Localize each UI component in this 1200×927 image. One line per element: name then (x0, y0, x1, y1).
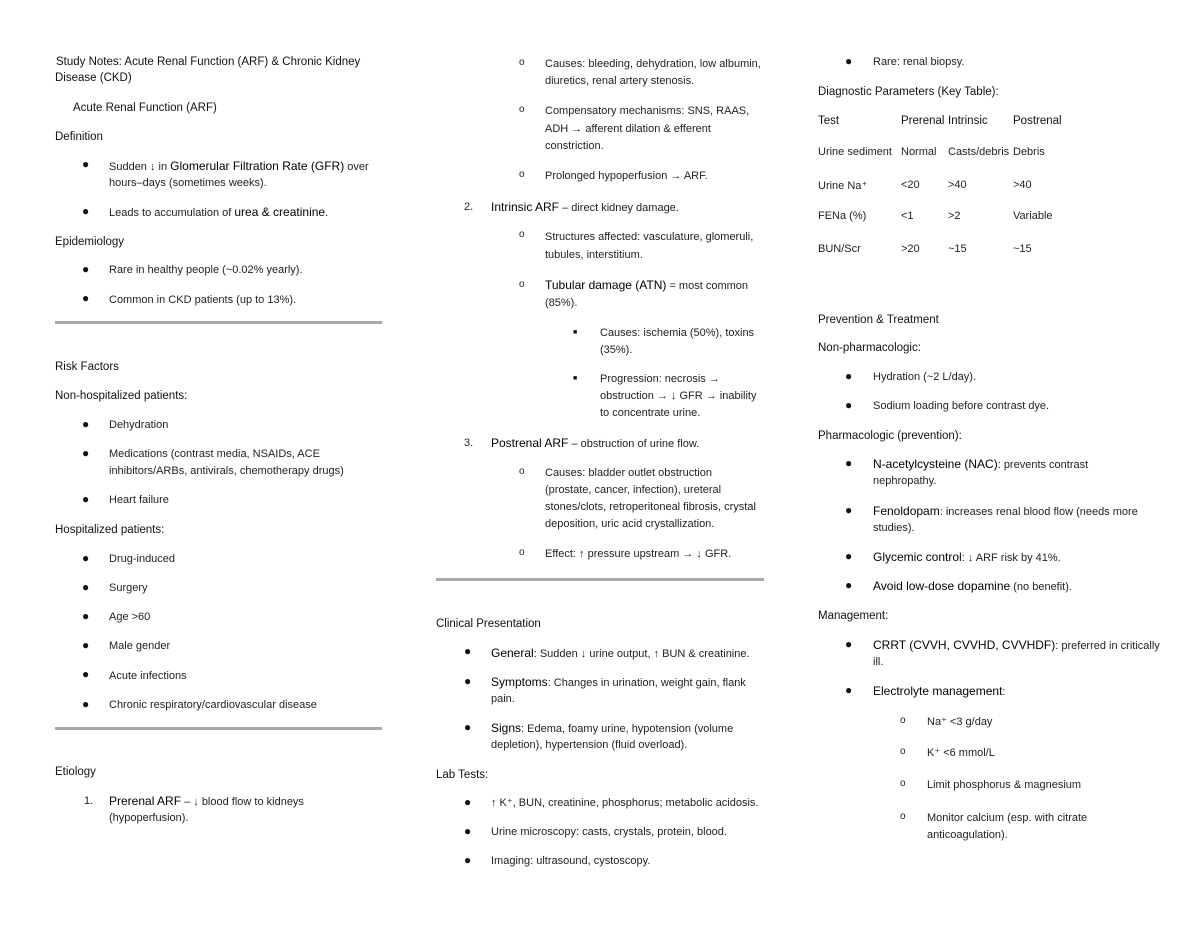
definition-item-1: Sudden ↓ in Glomerular Filtration Rate (GFR) over (109, 159, 369, 173)
postrenal-causes: Causes: bladder outlet obstruction (545, 467, 712, 479)
section-subtitle: Acute Renal Function (ARF) (73, 102, 217, 114)
definition-heading: Definition (55, 131, 103, 143)
bullet-icon: ● (82, 638, 90, 652)
circle-bullet-icon: o (900, 715, 906, 726)
atn-progression: Progression: necrosis → (600, 373, 720, 385)
bullet-icon: ● (82, 204, 90, 218)
electrolyte-item: Limit phosphorus & magnesium (927, 779, 1082, 791)
clinical-signs: Signs: Edema, foamy urine, hypotension (volume (491, 721, 734, 735)
postrenal-causes-cont: deposition, uric acid crystallization. (545, 518, 715, 530)
postrenal-effect: Effect: ↑ pressure upstream → ↓ GFR. (545, 548, 732, 560)
section-divider (55, 727, 382, 730)
table-cell: ~15 (948, 243, 967, 255)
structures-affected-cont: tubules, interstitium. (545, 249, 643, 261)
table-header-cell: Intrinsic (948, 115, 988, 127)
bullet-icon: ● (464, 795, 472, 809)
hospitalized-item: Male gender (109, 640, 171, 652)
hospitalized-item: Acute infections (109, 670, 187, 682)
table-cell: Casts/debris (948, 146, 1010, 158)
lab-test-item: ↑ K⁺, BUN, creatinine, phosphorus; metabolic acidosis. (491, 797, 759, 809)
section-divider (436, 578, 764, 581)
circle-bullet-icon: o (519, 279, 525, 290)
table-cell: ~15 (1013, 243, 1032, 255)
compensatory-mechanisms-cont: ADH → afferent dilation & efferent (545, 123, 711, 135)
square-bullet-icon: ■ (573, 329, 578, 336)
table-cell: Variable (1013, 210, 1053, 222)
hospitalized-item: Age >60 (109, 611, 151, 623)
section-divider (55, 321, 382, 324)
table-cell: >40 (948, 179, 967, 191)
table-cell: Debris (1013, 146, 1045, 158)
circle-bullet-icon: o (519, 104, 525, 115)
postrenal-causes-cont: (prostate, cancer, infection), ureteral (545, 484, 722, 496)
prerenal-causes: Causes: bleeding, dehydration, low albumin, (545, 58, 761, 70)
definition-item-1-cont: hours–days (sometimes weeks). (109, 177, 267, 189)
bullet-icon: ● (82, 580, 90, 594)
etiology-item-prerenal: Prerenal ARF – ↓ blood flow to kidneys (109, 794, 304, 808)
pharm-item-fenoldopam-cont: studies). (873, 522, 915, 534)
table-header-cell: Postrenal (1013, 115, 1062, 127)
table-cell: FENa (%) (818, 210, 867, 222)
table-cell: Urine sediment (818, 146, 892, 158)
epidemiology-heading: Epidemiology (55, 236, 125, 248)
bullet-icon: ● (82, 551, 90, 565)
bullet-icon: ● (845, 549, 853, 563)
bullet-icon: ● (845, 578, 853, 592)
non-hospitalized-item-cont: inhibitors/ARBs, antivirals, chemotherapy drugs) (109, 465, 344, 477)
diagnostic-table-heading: Diagnostic Parameters (Key Table): (818, 86, 999, 98)
bullet-icon: ● (82, 697, 90, 711)
clinical-general: General: Sudden ↓ urine output, ↑ BUN & creatinine. (491, 646, 750, 660)
bullet-icon: ● (464, 853, 472, 867)
structures-affected: Structures affected: vasculature, glomeruli, (545, 231, 754, 243)
etiology-item-intrinsic: Intrinsic ARF – direct kidney damage. (491, 200, 679, 214)
bullet-icon: ● (464, 824, 472, 838)
bullet-icon: ● (82, 492, 90, 506)
management-electrolytes: Electrolyte management: (873, 684, 1006, 698)
pharm-item-fenoldopam: Fenoldopam: increases renal blood flow (needs more (873, 504, 1138, 518)
circle-bullet-icon: o (900, 811, 906, 822)
atn-progression-cont: to concentrate urine. (600, 407, 701, 419)
non-pharm-item: Sodium loading before contrast dye. (873, 400, 1050, 412)
management-crrt-cont: ill. (873, 656, 884, 668)
pharm-item-nac-cont: nephropathy. (873, 475, 937, 487)
table-cell: Normal (901, 146, 937, 158)
circle-bullet-icon: o (519, 229, 525, 240)
etiology-number-1: 1. (84, 795, 94, 807)
pharm-item-dopamine: Avoid low-dose dopamine (no benefit). (873, 579, 1072, 593)
compensatory-mechanisms-cont: constriction. (545, 140, 604, 152)
table-cell: <1 (901, 210, 914, 222)
atn-progression-cont: obstruction → ↓ GFR → inability (600, 390, 757, 402)
etiology-item-postrenal: Postrenal ARF – obstruction of urine flow. (491, 436, 700, 450)
circle-bullet-icon: o (519, 466, 525, 477)
definition-item-2: Leads to accumulation of urea & creatinine. (109, 205, 329, 219)
bullet-icon: ● (82, 609, 90, 623)
postrenal-causes-cont: stones/clots, retroperitoneal fibrosis, crystal (545, 501, 756, 513)
lab-test-item: Urine microscopy: casts, crystals, protein, blood. (491, 826, 727, 838)
bullet-icon: ● (845, 456, 853, 470)
atn-causes: Causes: ischemia (50%), toxins (600, 327, 755, 339)
doc-title-line2: Disease (CKD) (55, 72, 132, 84)
doc-title: Study Notes: Acute Renal Function (ARF) & Chronic Kidney (56, 56, 361, 68)
risk-factors-heading: Risk Factors (55, 361, 119, 373)
table-cell: >2 (948, 210, 961, 222)
non-hospitalized-item: Heart failure (109, 494, 169, 506)
bullet-icon: ● (464, 644, 472, 658)
non-hospitalized-heading: Non-hospitalized patients: (55, 390, 188, 402)
management-heading: Management: (818, 610, 889, 622)
hospitalized-item: Drug-induced (109, 553, 176, 565)
lab-tests-heading: Lab Tests: (436, 769, 489, 781)
bullet-icon: ● (845, 503, 853, 517)
tubular-damage: Tubular damage (ATN) = most common (545, 278, 748, 292)
non-pharm-item: Hydration (~2 L/day). (873, 371, 977, 383)
tubular-damage-cont: (85%). (545, 297, 578, 309)
pharmacologic-heading: Pharmacologic (prevention): (818, 430, 962, 442)
pharm-item-nac: N-acetylcysteine (NAC): prevents contrast (873, 457, 1089, 471)
bullet-icon: ● (82, 291, 90, 305)
bullet-icon: ● (464, 720, 472, 734)
lab-test-item: Imaging: ultrasound, cystoscopy. (491, 855, 651, 867)
bullet-icon: ● (82, 157, 90, 171)
etiology-heading: Etiology (55, 766, 96, 778)
bullet-icon: ● (845, 683, 853, 697)
table-header-cell: Test (818, 115, 840, 127)
etiology-number-2: 2. (464, 201, 474, 213)
bullet-icon: ● (82, 417, 90, 431)
epidemiology-item-2: Common in CKD patients (up to 13%). (109, 294, 297, 306)
table-cell: >20 (901, 243, 920, 255)
non-hospitalized-item: Medications (contrast media, NSAIDs, ACE (109, 448, 320, 460)
compensatory-mechanisms: Compensatory mechanisms: SNS, RAAS, (545, 105, 750, 117)
circle-bullet-icon: o (900, 778, 906, 789)
non-pharmacologic-heading: Non-pharmacologic: (818, 342, 921, 354)
bullet-icon: ● (845, 369, 853, 383)
electrolyte-item: Monitor calcium (esp. with citrate (927, 812, 1088, 824)
clinical-symptoms: Symptoms: Changes in urination, weight gain, flank (491, 675, 746, 689)
table-cell: Urine Na⁺ (818, 180, 868, 192)
hospitalized-heading: Hospitalized patients: (55, 524, 165, 536)
clinical-presentation-heading: Clinical Presentation (436, 618, 541, 630)
circle-bullet-icon: o (519, 547, 525, 558)
prolonged-hypoperfusion: Prolonged hypoperfusion → ARF. (545, 170, 708, 182)
clinical-signs-cont: depletion), hypertension (fluid overload). (491, 739, 688, 751)
bullet-icon: ● (845, 637, 853, 651)
etiology-number-3: 3. (464, 437, 474, 449)
clinical-symptoms-cont: pain. (491, 693, 515, 705)
hospitalized-item: Surgery (109, 582, 148, 594)
table-cell: >40 (1013, 179, 1032, 191)
pharm-item-glycemic: Glycemic control: ↓ ARF risk by 41%. (873, 550, 1061, 564)
table-cell: <20 (901, 179, 920, 191)
prevention-treatment-heading: Prevention & Treatment (818, 314, 939, 326)
non-hospitalized-item: Dehydration (109, 419, 169, 431)
hospitalized-item: Chronic respiratory/cardiovascular disease (109, 699, 317, 711)
table-cell: BUN/Scr (818, 243, 861, 255)
bullet-icon: ● (845, 398, 853, 412)
etiology-item-prerenal-cont: (hypoperfusion). (109, 812, 189, 824)
square-bullet-icon: ■ (573, 375, 578, 382)
table-header-cell: Prerenal (901, 115, 945, 127)
circle-bullet-icon: o (519, 57, 525, 68)
bullet-icon: ● (82, 446, 90, 460)
bullet-icon: ● (82, 262, 90, 276)
management-crrt: CRRT (CVVH, CVVHD, CVVHDF): preferred in critically (873, 638, 1160, 652)
prerenal-causes-cont: diuretics, renal artery stenosis. (545, 75, 695, 87)
bullet-icon: ● (464, 674, 472, 688)
bullet-icon: ● (82, 667, 90, 681)
circle-bullet-icon: o (519, 169, 525, 180)
electrolyte-item-cont: anticoagulation). (927, 829, 1008, 841)
bullet-icon: ● (845, 54, 853, 68)
electrolyte-item: K⁺ <6 mmol/L (927, 747, 995, 759)
atn-causes-cont: (35%). (600, 344, 633, 356)
epidemiology-item-1: Rare in healthy people (~0.02% yearly). (109, 264, 303, 276)
circle-bullet-icon: o (900, 746, 906, 757)
rare-renal-biopsy: Rare: renal biopsy. (873, 56, 965, 68)
electrolyte-item: Na⁺ <3 g/day (927, 716, 993, 728)
